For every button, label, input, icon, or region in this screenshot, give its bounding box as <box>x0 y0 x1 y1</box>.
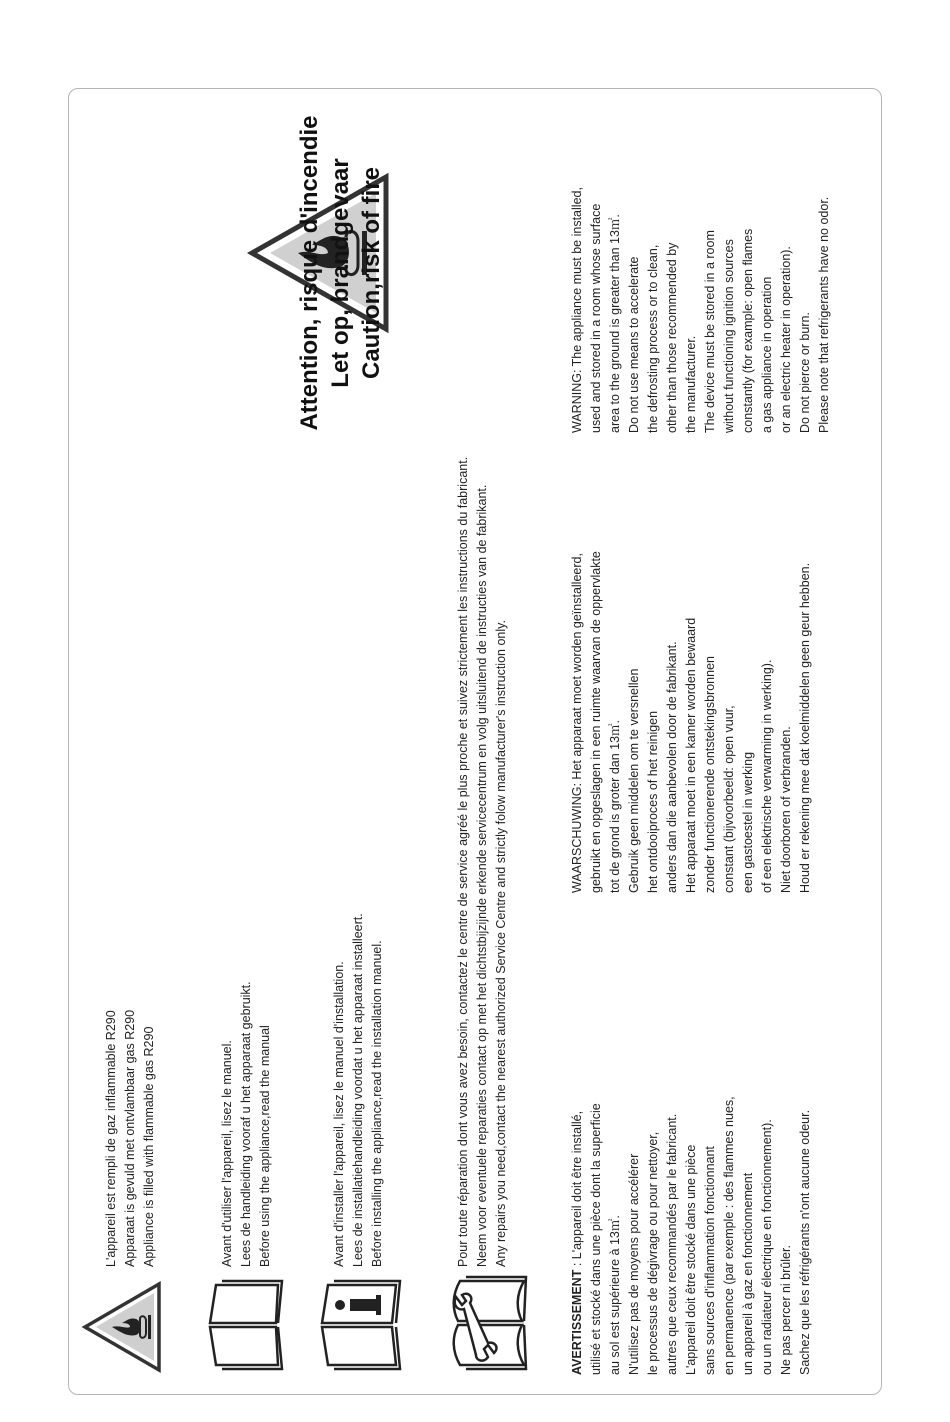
read-manual-notice: Avant d'utiliser l'appareil, lisez le manuel. Lees de handleiding vooraf u het apparaat gebruikt. Before using the appliance,read the manual <box>220 981 272 1267</box>
repair-service-notice: Pour toute réparation dont vous avez besoin, contactez le centre de service agréé le plus proche et suivez strictement les instructions du fabricant. Neem voor eventuele reparaties contact op met het dichtstbijzijnde erkende servicecentrum en volg uitsluitend de instructies van de fabrikant. Any repairs you need,contact the nearest authorized Service Centre and strictly folow manufacturer's instruction only. <box>456 456 508 1267</box>
dutch-warning: WAARSCHUWING: Het apparaat moet worden geïnstalleerd, gebruikt en opgeslagen in een ruimte waarvan de oppervlakte tot de grond is groter dan 13㎡. Gebruik geen middelen om te versnellen het ontdooiproces of het reinigen anders dan die aanbevolen door de fabrikant. Het apparaat moet in een kamer worden bewaard zonder functionerende ontstekingsbronnen constant (bijvoorbeeld: open vuur, een gastoestel in werking of een elektrische verwarming in werking). Niet doorboren of verbranden. Houd er rekening mee dat koelmiddelen geen geur hebben. <box>570 551 812 893</box>
installation-manual-notice: Avant d'installer l'appareil, lisez le manuel d'installation. Lees de installatiehandleiding voordat u het apparaat installeert. Before installing the appliance,read the installation manuel. <box>332 913 384 1267</box>
french-warning: AVERTISSEMENT : L'appareil doit être installé, utilisé et stocké dans une pièce dont la superficie au sol est supérieure à 13㎡. N'utilisez pas de moyens pour accélérer le processus de dégivrage ou pour nettoyer, autres que ceux recommandés par le fabricant. L'appareil doit être stocké dans une pièce sans sources d'inflammation fonctionnant en permanence (par exemple : des flammes nues, un appareil à gaz en fonctionnement ou un radiateur électrique en fonctionnement). Ne pas percer ni brûler. Sachez que les réfrigérants n'ont aucune odeur. <box>570 1096 812 1375</box>
fire-caution-heading: Attention, risque d'incendie Let op, brandgevaar Caution,risk of fire <box>296 115 385 431</box>
flammable-warning-triangle-icon <box>82 1281 167 1373</box>
installation-manual-info-icon <box>318 1279 407 1371</box>
flammable-gas-notice: L'appareil est rempli de gaz inflammable R290 Apparaat is gevuld met ontvlambaar gas R290 Appliance is filled with flammable gas R290 <box>104 1009 156 1267</box>
french-warning-title: AVERTISSEMENT <box>570 1269 584 1375</box>
rotated-label-content <box>68 88 880 1393</box>
read-manual-book-icon <box>206 1279 287 1371</box>
service-manual-wrench-icon <box>446 1275 531 1371</box>
english-warning: WARNING: The appliance must be installed, used and stored in a room whose surface area to the ground is greater than 13㎡. Do not use means to accelerate the defrosting process or to clean, other than those recommended by the manufacturer. The device must be stored in a room without functioning ignition sources constantly (for example: open flames a gas appliance in operation or an electric heater in operation). Do not pierce or burn. Please note that refrigerants have no odor. <box>570 187 831 433</box>
